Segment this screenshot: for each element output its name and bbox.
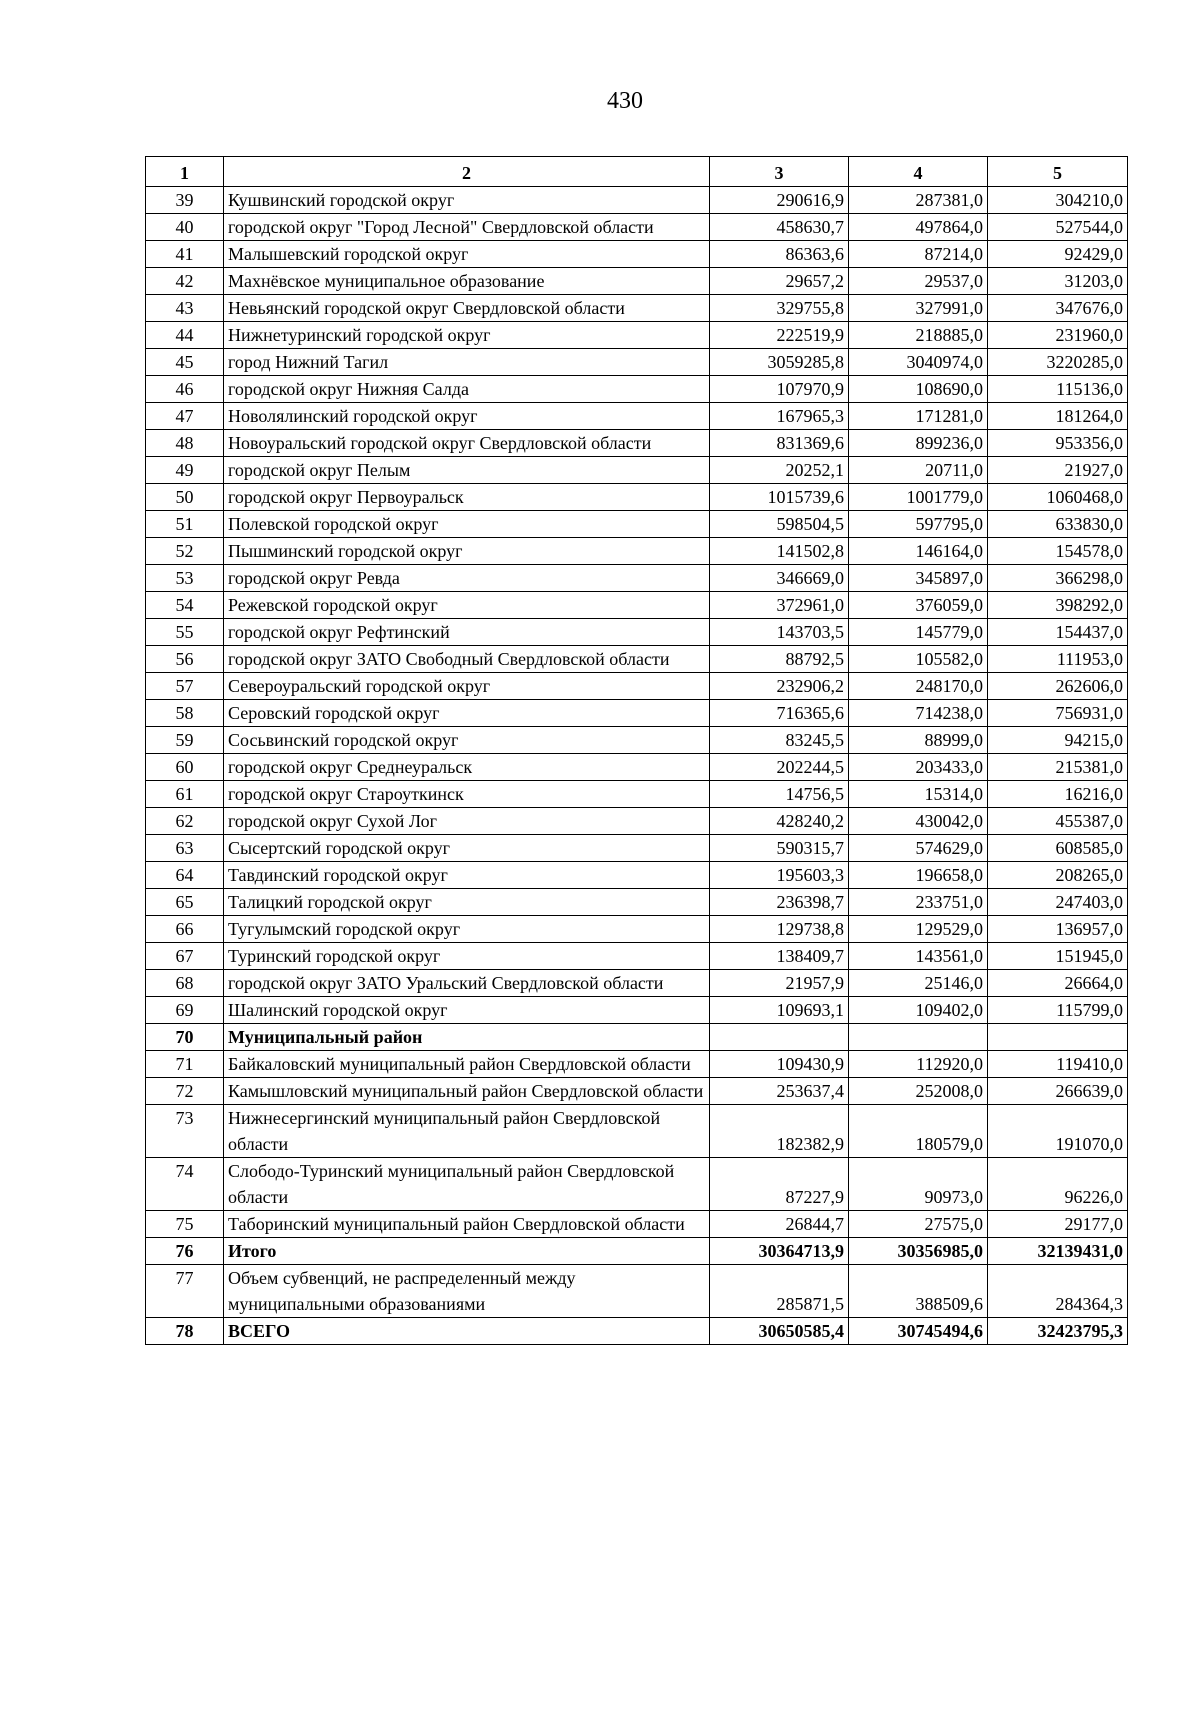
row-number: 60 [146, 754, 224, 781]
table-row [146, 862, 1128, 889]
row-name: Туринский городской округ [224, 943, 710, 970]
row-number: 71 [146, 1051, 224, 1078]
table-row [146, 241, 1128, 268]
row-number: 68 [146, 970, 224, 997]
row-value-col5: 247403,0 [988, 889, 1128, 916]
row-value-col5: 31203,0 [988, 268, 1128, 295]
row-value-col3: 202244,5 [710, 754, 849, 781]
table-row [146, 1105, 1128, 1158]
row-name: Кушвинский городской округ [224, 187, 710, 214]
row-value-col3: 831369,6 [710, 430, 849, 457]
row-name: Итого [224, 1238, 710, 1265]
row-value-col4: 233751,0 [849, 889, 988, 916]
row-name: Новолялинский городской округ [224, 403, 710, 430]
row-value-col5: 527544,0 [988, 214, 1128, 241]
row-value-col4: 203433,0 [849, 754, 988, 781]
row-number: 46 [146, 376, 224, 403]
row-number: 44 [146, 322, 224, 349]
row-value-col4: 1001779,0 [849, 484, 988, 511]
row-value-col4: 108690,0 [849, 376, 988, 403]
table-row [146, 1318, 1128, 1345]
row-value-col5: 608585,0 [988, 835, 1128, 862]
row-value-col3: 590315,7 [710, 835, 849, 862]
row-value-col4: 574629,0 [849, 835, 988, 862]
row-value-col3: 109430,9 [710, 1051, 849, 1078]
row-number: 76 [146, 1238, 224, 1265]
table-row [146, 349, 1128, 376]
row-value-col3: 109693,1 [710, 997, 849, 1024]
row-value-col5: 154578,0 [988, 538, 1128, 565]
row-value-col3: 26844,7 [710, 1211, 849, 1238]
row-name: Сысертский городской округ [224, 835, 710, 862]
row-value-col3: 138409,7 [710, 943, 849, 970]
row-name: город Нижний Тагил [224, 349, 710, 376]
row-value-col3: 372961,0 [710, 592, 849, 619]
row-value-col3: 107970,9 [710, 376, 849, 403]
row-value-col5: 3220285,0 [988, 349, 1128, 376]
table-body [146, 187, 1128, 1345]
row-name: Пышминский городской округ [224, 538, 710, 565]
row-name: Новоуральский городской округ Свердловской области [224, 430, 710, 457]
row-value-col3: 195603,3 [710, 862, 849, 889]
row-number: 61 [146, 781, 224, 808]
row-value-col4 [849, 1024, 988, 1051]
row-value-col4: 345897,0 [849, 565, 988, 592]
row-value-col3: 716365,6 [710, 700, 849, 727]
row-name: городской округ Первоуральск [224, 484, 710, 511]
row-value-col5: 32423795,3 [988, 1318, 1128, 1345]
row-value-col3: 232906,2 [710, 673, 849, 700]
row-value-col4: 388509,6 [849, 1265, 988, 1318]
table-row [146, 916, 1128, 943]
row-number: 54 [146, 592, 224, 619]
row-value-col3: 14756,5 [710, 781, 849, 808]
table-row [146, 592, 1128, 619]
row-value-col4: 25146,0 [849, 970, 988, 997]
row-value-col4: 376059,0 [849, 592, 988, 619]
row-value-col4: 714238,0 [849, 700, 988, 727]
row-value-col4: 112920,0 [849, 1051, 988, 1078]
row-value-col3 [710, 1024, 849, 1051]
header-col-4: 4 [849, 157, 988, 187]
row-number: 67 [146, 943, 224, 970]
row-number: 58 [146, 700, 224, 727]
row-value-col5: 215381,0 [988, 754, 1128, 781]
row-value-col3: 1015739,6 [710, 484, 849, 511]
row-name: ВСЕГО [224, 1318, 710, 1345]
table-row [146, 808, 1128, 835]
row-value-col4: 497864,0 [849, 214, 988, 241]
row-number: 70 [146, 1024, 224, 1051]
table-row [146, 835, 1128, 862]
row-number: 62 [146, 808, 224, 835]
row-name: Муниципальный район [224, 1024, 710, 1051]
row-value-col3: 141502,8 [710, 538, 849, 565]
row-name: городской округ ЗАТО Уральский Свердловской области [224, 970, 710, 997]
row-value-col5: 136957,0 [988, 916, 1128, 943]
table-row [146, 700, 1128, 727]
row-value-col5: 398292,0 [988, 592, 1128, 619]
row-value-col5: 633830,0 [988, 511, 1128, 538]
row-value-col5: 181264,0 [988, 403, 1128, 430]
row-number: 75 [146, 1211, 224, 1238]
table-row [146, 1238, 1128, 1265]
row-value-col5: 92429,0 [988, 241, 1128, 268]
row-value-col3: 290616,9 [710, 187, 849, 214]
row-number: 47 [146, 403, 224, 430]
row-value-col3: 20252,1 [710, 457, 849, 484]
row-name: Объем субвенций, не распределенный между муниципальными образованиями [224, 1265, 710, 1318]
table-row [146, 1024, 1128, 1051]
row-value-col4: 129529,0 [849, 916, 988, 943]
table-row [146, 1078, 1128, 1105]
row-number: 53 [146, 565, 224, 592]
table-row [146, 457, 1128, 484]
row-value-col4: 218885,0 [849, 322, 988, 349]
row-name: Талицкий городской округ [224, 889, 710, 916]
row-name: Байкаловский муниципальный район Свердловской области [224, 1051, 710, 1078]
row-name: Малышевский городской округ [224, 241, 710, 268]
row-number: 73 [146, 1105, 224, 1158]
row-number: 51 [146, 511, 224, 538]
row-value-col5: 266639,0 [988, 1078, 1128, 1105]
row-number: 77 [146, 1265, 224, 1318]
row-value-col5: 115799,0 [988, 997, 1128, 1024]
row-number: 41 [146, 241, 224, 268]
row-value-col4: 899236,0 [849, 430, 988, 457]
table-header-row [146, 157, 1128, 187]
header-col-1: 1 [146, 157, 224, 187]
row-name: Тугулымский городской округ [224, 916, 710, 943]
row-number: 42 [146, 268, 224, 295]
row-value-col5: 94215,0 [988, 727, 1128, 754]
row-value-col4: 105582,0 [849, 646, 988, 673]
row-value-col4: 145779,0 [849, 619, 988, 646]
row-number: 48 [146, 430, 224, 457]
row-value-col4: 88999,0 [849, 727, 988, 754]
row-value-col4: 30745494,6 [849, 1318, 988, 1345]
row-number: 55 [146, 619, 224, 646]
row-value-col4: 430042,0 [849, 808, 988, 835]
row-number: 45 [146, 349, 224, 376]
row-value-col5 [988, 1024, 1128, 1051]
row-value-col3: 253637,4 [710, 1078, 849, 1105]
row-value-col3: 30650585,4 [710, 1318, 849, 1345]
row-value-col3: 86363,6 [710, 241, 849, 268]
table-row [146, 430, 1128, 457]
row-value-col3: 83245,5 [710, 727, 849, 754]
table-row [146, 943, 1128, 970]
row-value-col3: 346669,0 [710, 565, 849, 592]
table-row [146, 673, 1128, 700]
table-row [146, 997, 1128, 1024]
row-name: Шалинский городской округ [224, 997, 710, 1024]
row-value-col5: 154437,0 [988, 619, 1128, 646]
row-value-col3: 88792,5 [710, 646, 849, 673]
row-number: 69 [146, 997, 224, 1024]
row-value-col4: 3040974,0 [849, 349, 988, 376]
row-value-col3: 167965,3 [710, 403, 849, 430]
row-name: Сосьвинский городской округ [224, 727, 710, 754]
row-value-col3: 458630,7 [710, 214, 849, 241]
row-value-col4: 196658,0 [849, 862, 988, 889]
row-value-col5: 756931,0 [988, 700, 1128, 727]
row-value-col5: 115136,0 [988, 376, 1128, 403]
table-row [146, 376, 1128, 403]
row-number: 74 [146, 1158, 224, 1211]
row-number: 56 [146, 646, 224, 673]
row-value-col4: 252008,0 [849, 1078, 988, 1105]
row-name: Невьянский городской округ Свердловской области [224, 295, 710, 322]
table-row [146, 781, 1128, 808]
row-value-col3: 598504,5 [710, 511, 849, 538]
table-row [146, 484, 1128, 511]
header-col-3: 3 [710, 157, 849, 187]
row-value-col3: 143703,5 [710, 619, 849, 646]
row-value-col4: 90973,0 [849, 1158, 988, 1211]
row-value-col3: 21957,9 [710, 970, 849, 997]
table-row [146, 1211, 1128, 1238]
row-value-col5: 208265,0 [988, 862, 1128, 889]
row-value-col4: 180579,0 [849, 1105, 988, 1158]
row-number: 59 [146, 727, 224, 754]
row-number: 72 [146, 1078, 224, 1105]
row-value-col4: 27575,0 [849, 1211, 988, 1238]
row-value-col5: 262606,0 [988, 673, 1128, 700]
row-name: городской округ Среднеуральск [224, 754, 710, 781]
row-name: Махнёвское муниципальное образование [224, 268, 710, 295]
row-value-col3: 182382,9 [710, 1105, 849, 1158]
row-value-col5: 347676,0 [988, 295, 1128, 322]
row-number: 49 [146, 457, 224, 484]
row-value-col4: 597795,0 [849, 511, 988, 538]
table-row [146, 619, 1128, 646]
row-value-col3: 30364713,9 [710, 1238, 849, 1265]
row-name: Серовский городской округ [224, 700, 710, 727]
row-value-col3: 285871,5 [710, 1265, 849, 1318]
row-value-col3: 329755,8 [710, 295, 849, 322]
row-name: городской округ Нижняя Салда [224, 376, 710, 403]
row-value-col3: 3059285,8 [710, 349, 849, 376]
row-value-col4: 20711,0 [849, 457, 988, 484]
row-value-col5: 151945,0 [988, 943, 1128, 970]
row-value-col4: 109402,0 [849, 997, 988, 1024]
row-value-col4: 327991,0 [849, 295, 988, 322]
row-value-col3: 236398,7 [710, 889, 849, 916]
row-name: Полевской городской округ [224, 511, 710, 538]
row-number: 52 [146, 538, 224, 565]
row-number: 64 [146, 862, 224, 889]
table-row [146, 268, 1128, 295]
row-value-col3: 87227,9 [710, 1158, 849, 1211]
row-number: 65 [146, 889, 224, 916]
row-value-col4: 146164,0 [849, 538, 988, 565]
header-col-5: 5 [988, 157, 1128, 187]
row-value-col5: 16216,0 [988, 781, 1128, 808]
row-name: городской округ ЗАТО Свободный Свердловской области [224, 646, 710, 673]
row-number: 78 [146, 1318, 224, 1345]
row-name: Слободо-Туринский муниципальный район Свердловской области [224, 1158, 710, 1211]
row-value-col4: 171281,0 [849, 403, 988, 430]
row-value-col3: 129738,8 [710, 916, 849, 943]
row-name: городской округ Пелым [224, 457, 710, 484]
row-name: Таборинский муниципальный район Свердловской области [224, 1211, 710, 1238]
table-row [146, 754, 1128, 781]
row-name: городской округ Сухой Лог [224, 808, 710, 835]
row-value-col5: 366298,0 [988, 565, 1128, 592]
row-value-col3: 29657,2 [710, 268, 849, 295]
table-row [146, 538, 1128, 565]
row-value-col3: 222519,9 [710, 322, 849, 349]
table-row [146, 511, 1128, 538]
table-row [146, 214, 1128, 241]
row-value-col5: 26664,0 [988, 970, 1128, 997]
row-number: 39 [146, 187, 224, 214]
row-number: 57 [146, 673, 224, 700]
table-row [146, 187, 1128, 214]
row-number: 66 [146, 916, 224, 943]
table-row [146, 1051, 1128, 1078]
subsidy-table [145, 156, 1128, 1345]
row-name: городской округ Рефтинский [224, 619, 710, 646]
row-value-col5: 284364,3 [988, 1265, 1128, 1318]
row-value-col5: 32139431,0 [988, 1238, 1128, 1265]
row-name: Североуральский городской округ [224, 673, 710, 700]
table-row [146, 322, 1128, 349]
row-value-col5: 231960,0 [988, 322, 1128, 349]
row-value-col5: 96226,0 [988, 1158, 1128, 1211]
row-value-col4: 15314,0 [849, 781, 988, 808]
row-value-col5: 191070,0 [988, 1105, 1128, 1158]
row-value-col4: 248170,0 [849, 673, 988, 700]
table-row [146, 565, 1128, 592]
row-name: Тавдинский городской округ [224, 862, 710, 889]
row-value-col5: 111953,0 [988, 646, 1128, 673]
row-value-col3: 428240,2 [710, 808, 849, 835]
row-value-col5: 1060468,0 [988, 484, 1128, 511]
row-value-col5: 29177,0 [988, 1211, 1128, 1238]
row-value-col5: 953356,0 [988, 430, 1128, 457]
table-row [146, 646, 1128, 673]
table-row [146, 970, 1128, 997]
row-number: 50 [146, 484, 224, 511]
row-value-col4: 143561,0 [849, 943, 988, 970]
row-name: Нижнетуринский городской округ [224, 322, 710, 349]
table-row [146, 1265, 1128, 1318]
row-name: городской округ Ревда [224, 565, 710, 592]
row-value-col4: 287381,0 [849, 187, 988, 214]
row-value-col5: 21927,0 [988, 457, 1128, 484]
row-value-col5: 455387,0 [988, 808, 1128, 835]
row-name: Камышловский муниципальный район Свердловской области [224, 1078, 710, 1105]
row-name: городской округ Староуткинск [224, 781, 710, 808]
row-value-col4: 87214,0 [849, 241, 988, 268]
row-value-col5: 304210,0 [988, 187, 1128, 214]
row-name: Нижнесергинский муниципальный район Свердловской области [224, 1105, 710, 1158]
row-value-col5: 119410,0 [988, 1051, 1128, 1078]
row-number: 43 [146, 295, 224, 322]
table-row [146, 295, 1128, 322]
header-col-2: 2 [224, 157, 710, 187]
row-number: 40 [146, 214, 224, 241]
row-value-col4: 29537,0 [849, 268, 988, 295]
table-row [146, 727, 1128, 754]
table-row [146, 1158, 1128, 1211]
row-name: городской округ "Город Лесной" Свердловской области [224, 214, 710, 241]
page-number: 430 [607, 88, 643, 114]
table-row [146, 889, 1128, 916]
row-number: 63 [146, 835, 224, 862]
row-name: Режевской городской округ [224, 592, 710, 619]
table-row [146, 403, 1128, 430]
row-value-col4: 30356985,0 [849, 1238, 988, 1265]
